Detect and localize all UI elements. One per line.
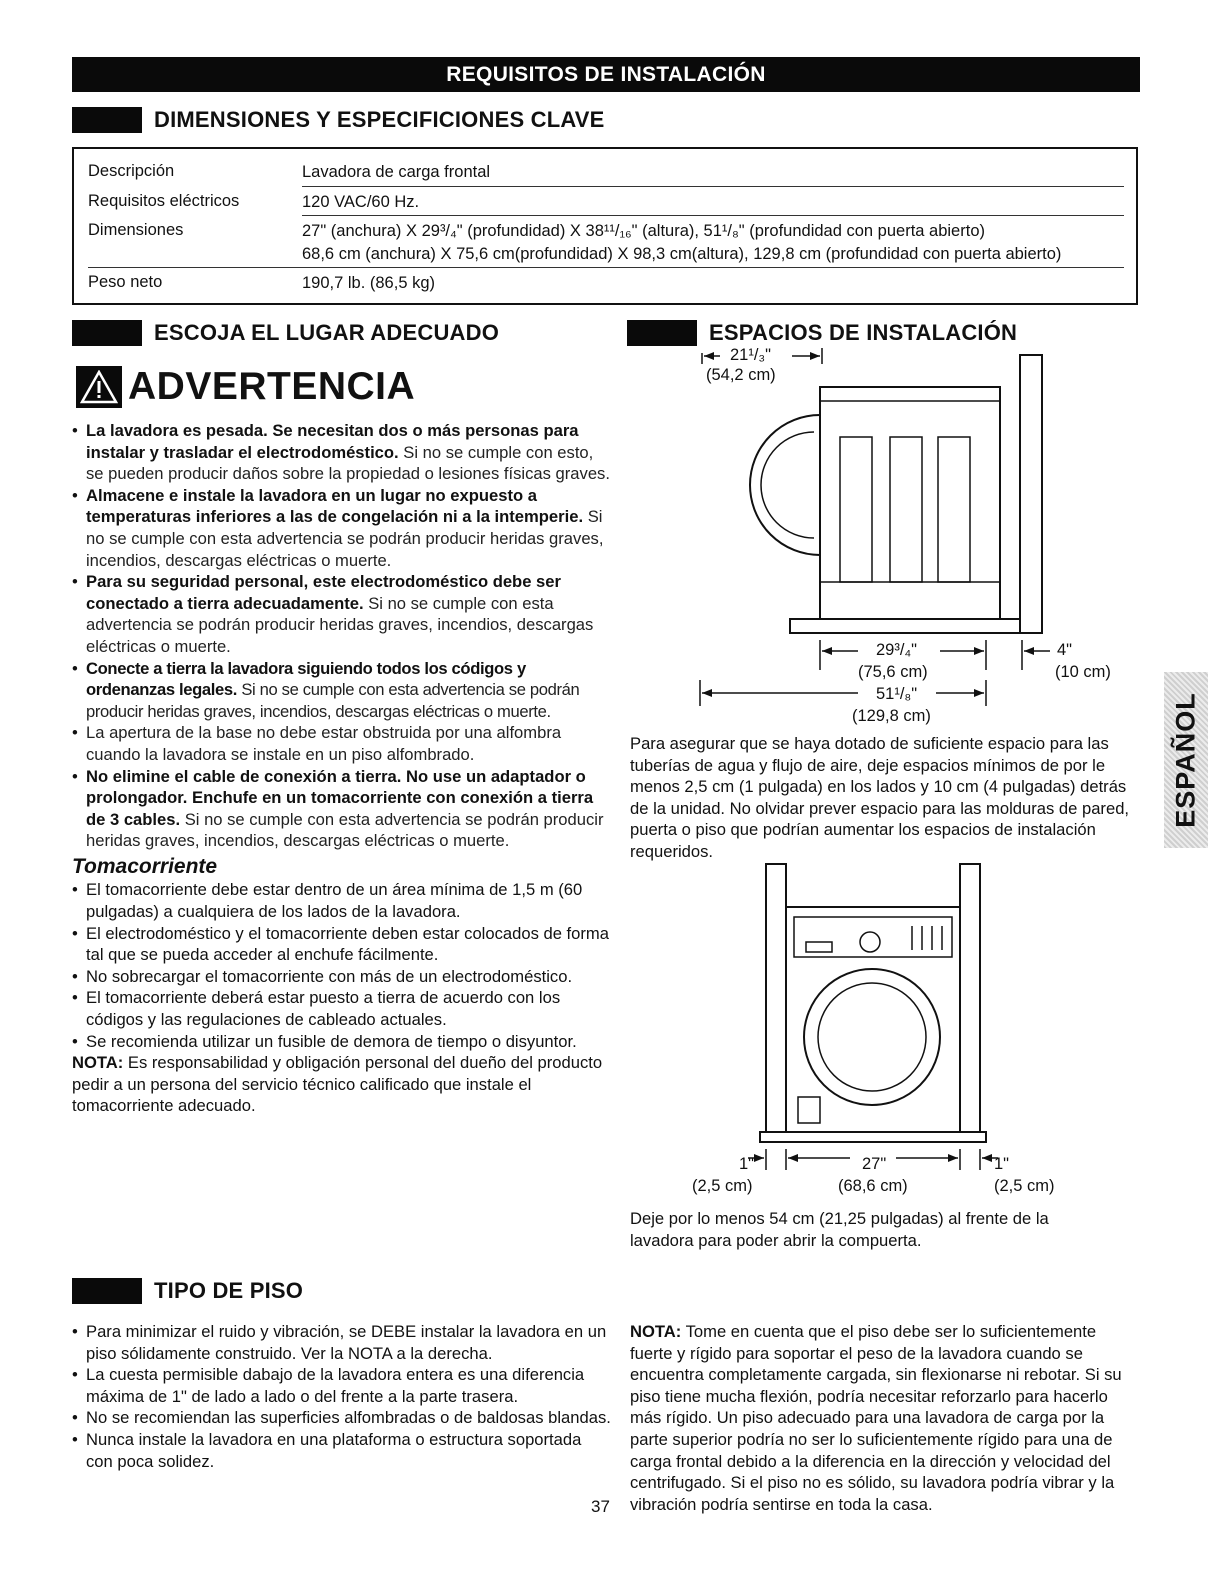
dim-width: 27" — [862, 1155, 887, 1173]
section-title: ESCOJA EL LUGAR ADECUADO — [154, 320, 500, 345]
outlet-item: • No sobrecargar el tomacorriente con más de un electrodoméstico. — [72, 966, 612, 988]
section-title: DIMENSIONES Y ESPECIFICIONES CLAVE — [154, 107, 605, 132]
section-title: ESPACIOS DE INSTALACIÓN — [709, 320, 1018, 345]
floor-item: • La cuesta permisible dabajo de la lavadora entera es una diferencia máxima de 1" de lado a lado o del frente a la parte trasera. — [72, 1364, 612, 1407]
dim-door-top: 21¹/₃" — [730, 346, 772, 364]
warning-item: • No elimine el cable de conexión a tierra. No use un adaptador o prolongador. Enchufe en un tomacorriente con conexión a tierra de 3 cables. Si no se cumple con esta advertencia se podrán producir heridas graves, incendios, descargas eléctricas o muerte. — [72, 766, 612, 852]
divider — [302, 186, 1124, 187]
clearance-paragraph: Para asegurar que se haya dotado de suficiente espacio para las tuberías de agua y flujo de aire, deje espacios mínimos de por le menos 2,5 cm (1 pulgada) en los lados y 10 cm (4 pulgadas) detrás de la unidad. No olvidar prever espacio para las molduras de pared, puerta o piso que podrían aumentar los espacios de instalación requeridos. — [630, 734, 1130, 861]
warning-heading — [76, 365, 415, 409]
page-number: 37 — [591, 1497, 610, 1516]
warning-item: • Para su seguridad personal, este electrodoméstico debe ser conectado a tierra adecuadamente. Si no se cumple con esta advertencia se podrán producir heridas graves, incendios, descargas eléctricas o muerte. — [72, 571, 612, 657]
warning-item: • La apertura de la base no debe estar obstruida por una alfombra cuando la lavadora se instale en un piso alfombrado. — [72, 722, 612, 765]
left-column — [72, 420, 612, 1117]
right-wall — [960, 864, 980, 1142]
header-bar — [72, 320, 142, 346]
dim-left-gap: 1" — [739, 1155, 755, 1173]
front-clearance-diagram — [660, 862, 1090, 1172]
floor-item: • Nunca instale la lavadora en una plataforma o estructura soportada con poca solidez. — [72, 1429, 612, 1472]
floor-list — [72, 1321, 612, 1472]
warning-item: • La lavadora es pesada. Se necesitan dos o más personas para instalar y trasladar el electrodoméstico. Si no se cumple con esto, se pueden producir daños sobre la propiedad o lesiones físicas graves. — [72, 420, 612, 485]
outlet-item: • El tomacorriente debe estar dentro de un área mínima de 1,5 m (60 pulgadas) a cualquiera de los lados de la lavadora. — [72, 879, 612, 922]
warning-item: • Almacene e instale la lavadora en un lugar no expuesto a temperaturas inferiores a las de congelación ni a la intemperie. Si no se cumple con esta advertencia se podrán producir heridas graves, incendios, descargas eléctricas o muerte. — [72, 485, 612, 571]
divider — [88, 267, 1124, 268]
section-header-dimensions — [72, 104, 605, 136]
language-tab — [1164, 672, 1208, 848]
arrow-head — [702, 689, 712, 697]
door-glass — [761, 432, 814, 538]
arrow-head — [788, 1154, 798, 1162]
section-header-floor — [72, 1275, 303, 1307]
front-clearance-paragraph: Deje por lo menos 54 cm (21,25 pulgadas) al frente de la lavadora para poder abrir la compuerta. — [630, 1209, 1049, 1250]
floor-item: • Para minimizar el ruido y vibración, se DEBE instalar la lavadora en un piso sólidamente construido. Ver la NOTA a la derecha. — [72, 1321, 612, 1364]
page-banner: REQUISITOS DE INSTALACIÓN — [72, 57, 1140, 92]
dim-rear: 4" — [1057, 641, 1073, 659]
spec-value: 120 VAC/60 Hz. — [302, 193, 420, 211]
language-tab-label: ESPAÑOL — [1170, 692, 1201, 828]
arrow-head — [974, 689, 984, 697]
header-bar — [72, 1278, 142, 1304]
section-header-location — [72, 317, 499, 349]
arrow-head — [704, 352, 714, 360]
outlet-note: NOTA: Es responsabilidad y obligación personal del dueño del producto pedir a un persona del servicio técnico calificado que instale el tomacorriente adecuado. — [72, 1053, 603, 1116]
floor-slab — [790, 619, 1020, 633]
floor-item: • No se recomiendan las superficies alfombradas o de baldosas blandas. — [72, 1407, 612, 1429]
floor-slab — [760, 1132, 986, 1142]
outlet-item: • El electrodoméstico y el tomacorriente deben estar colocados de forma tal que se pueda acceder al enchufe fácilmente. — [72, 923, 612, 966]
divider — [302, 215, 1124, 216]
outlet-heading: Tomacorriente — [72, 854, 218, 878]
washer-body — [820, 387, 1000, 619]
dim-open-depth-cm: (129,8 cm) — [852, 707, 931, 725]
arrow-head — [948, 1154, 958, 1162]
dim-depth-cm: (75,6 cm) — [858, 663, 928, 681]
arrow-head — [810, 352, 820, 360]
arrow-head — [1024, 647, 1034, 655]
spec-label: Descripción — [88, 162, 175, 180]
rear-wall — [1020, 355, 1042, 633]
dim-rear-cm: (10 cm) — [1055, 663, 1111, 681]
spec-value — [302, 221, 1132, 265]
spec-value-cm: 68,6 cm (anchura) X 75,6 cm(profundidad) X 98,3 cm(altura), 129,8 cm (profundidad con puerta abierto) — [302, 245, 1062, 263]
section-title: TIPO DE PISO — [154, 1278, 304, 1303]
floor-note: NOTA: Tome en cuenta que el piso debe ser lo suficientemente fuerte y rígido para soportar el peso de la lavadora cuando se encuentra completamente cargada, sin flexionarse ni rebotar. Si su piso tiene mucha flexión, podría necesitar reforzarlo para hacerlo más rígido. Un piso adecuado para una lavadora de carga por la parte superior podría no ser lo suficientemente rígido para una de carga frontal debido a la diferencia en la dirección y velocidad del centrifugado. Si el piso no es sólido, su lavadora podría vibrar y la vibración podría sentirse en toda la casa. — [630, 1322, 1122, 1514]
arrow-head — [822, 647, 832, 655]
arrow-head — [974, 647, 984, 655]
spec-label: Requisitos eléctricos — [88, 192, 240, 210]
dim-left-gap-cm: (2,5 cm) — [692, 1177, 753, 1195]
dim-right-gap: 1" — [994, 1155, 1010, 1173]
warning-triangle-icon — [76, 366, 122, 408]
dim-width-cm: (68,6 cm) — [838, 1177, 908, 1195]
warning-title: ADVERTENCIA — [128, 365, 416, 408]
left-wall — [766, 864, 786, 1142]
dim-right-gap-cm: (2,5 cm) — [994, 1177, 1055, 1195]
outlet-item: • Se recomienda utilizar un fusible de demora de tiempo o disyuntor. — [72, 1031, 612, 1053]
spec-label: Peso neto — [88, 273, 163, 291]
warning-item: • Conecte a tierra la lavadora siguiendo todos los códigos y ordenanzas legales. Si no se cumple con esta advertencia se podrán producir heridas graves, incendios, descargas eléctricas o muerte. — [72, 658, 612, 723]
outlet-item: • El tomacorriente deberá estar puesto a tierra de acuerdo con los códigos y las regulaciones de cableado actuales. — [72, 987, 612, 1030]
header-bar — [72, 107, 142, 133]
dim-depth: 29³/₄" — [876, 641, 918, 659]
spec-value: Lavadora de carga frontal — [302, 163, 491, 181]
arrow-head — [754, 1154, 764, 1162]
arrow-head — [982, 1154, 992, 1162]
spec-value: 190,7 lb. (86,5 kg) — [302, 274, 435, 292]
spec-table — [72, 147, 1138, 305]
dim-door-top-cm: (54,2 cm) — [706, 366, 776, 384]
spec-value-inches: 27" (anchura) X 29³/₄" (profundidad) X 38¹¹/₁₆" (altura), 51¹/₈" (profundidad con puerta abierto) — [302, 222, 985, 240]
dim-open-depth: 51¹/₈" — [876, 685, 918, 703]
spec-label: Dimensiones — [88, 221, 184, 239]
